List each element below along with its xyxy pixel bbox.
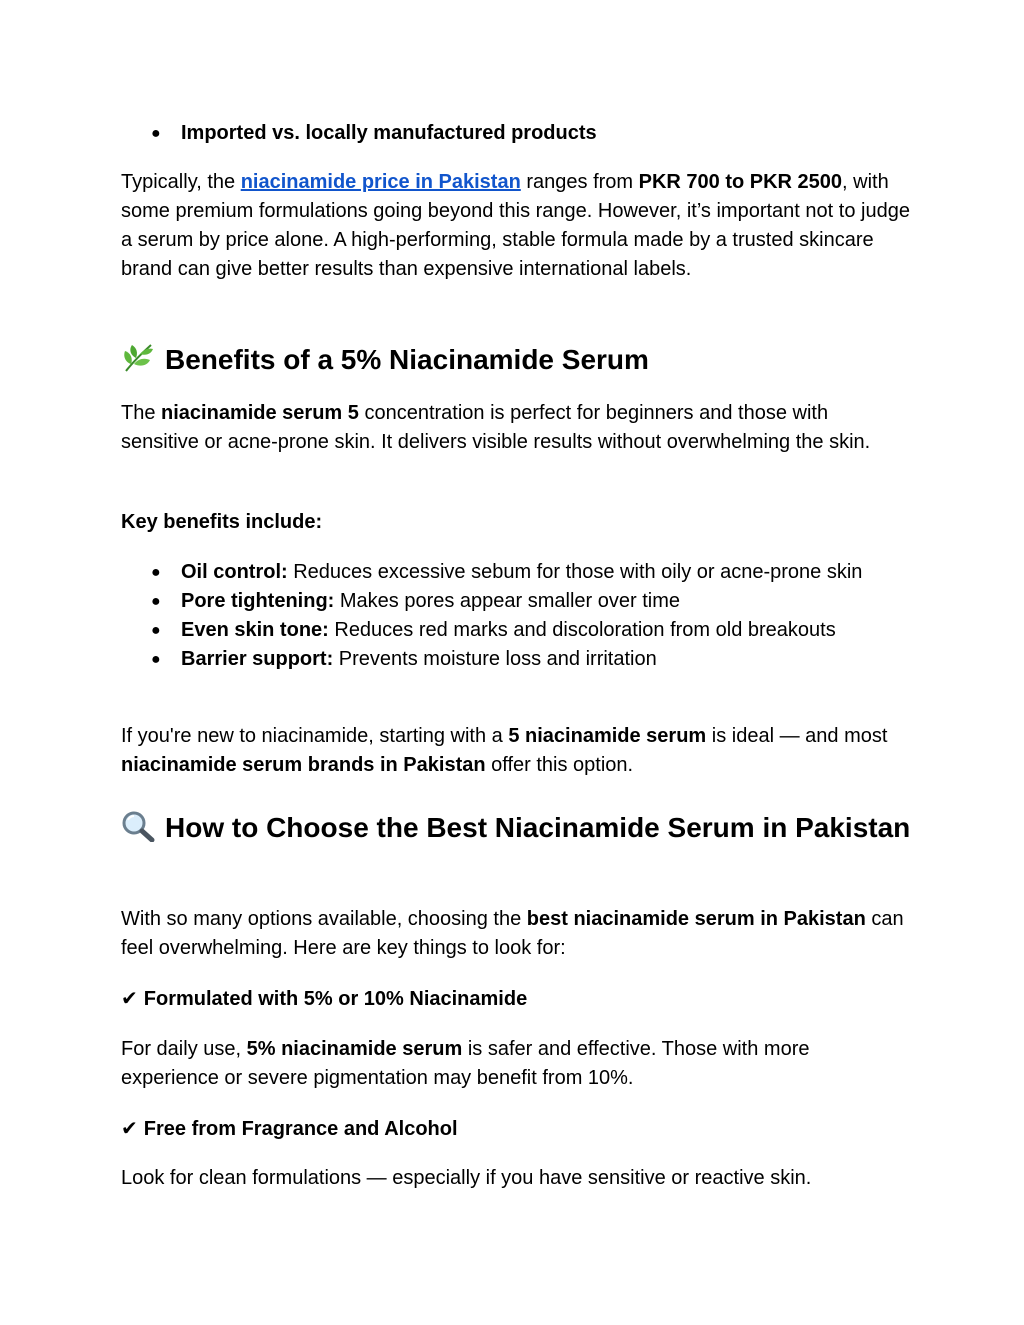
list-item — [121, 645, 911, 674]
benefits-list — [121, 558, 911, 674]
bullet-dot: ● — [151, 622, 161, 639]
benefit-label: Oil control: — [181, 561, 288, 583]
bullet-dot: ● — [151, 651, 161, 668]
choose-heading — [121, 809, 911, 847]
magnifying-glass-icon — [121, 810, 155, 842]
list-item — [121, 119, 911, 148]
benefit-label: Barrier support: — [181, 648, 334, 670]
criterion-title — [121, 985, 911, 1014]
benefits-intro-pre: The — [121, 402, 162, 424]
herb-icon — [121, 342, 155, 374]
benefit-text: Reduces excessive sebum for those with oily or acne-prone skin — [287, 561, 863, 583]
price-mid: ranges from — [520, 171, 639, 193]
benefits-intro-bold: niacinamide serum 5 — [161, 402, 359, 424]
key-benefits-label: Key benefits include: — [121, 511, 323, 533]
benefits-outro — [121, 722, 911, 780]
choose-intro-pre: With so many options available, choosing the — [121, 908, 527, 930]
bullet-dot: ● — [151, 564, 161, 581]
checkmark-icon: ✔ — [121, 1118, 138, 1140]
criterion-title-text: Free from Fragrance and Alcohol — [143, 1118, 458, 1140]
criterion-text-rest: is safer and effective. Those with more experience or severe pigmentation may benefit from 10%. — [121, 1038, 810, 1089]
top-bullet-list — [121, 119, 911, 148]
benefits-intro — [121, 399, 911, 457]
price-range: PKR 700 to PKR 2500 — [638, 171, 843, 193]
criterion-text-pre: For daily use, — [121, 1038, 247, 1060]
outro-pre: If you're new to niacinamide, starting with a — [121, 725, 509, 747]
list-item — [121, 558, 911, 587]
benefits-heading-text: Benefits of a 5% Niacinamide Serum — [165, 344, 649, 375]
niacinamide-price-link[interactable]: niacinamide price in Pakistan — [240, 171, 521, 193]
benefits-intro-rest: concentration is perfect for beginners and those with sensitive or acne-prone skin. It delivers visible results without overwhelming the skin. — [121, 402, 871, 453]
choose-intro — [121, 905, 911, 963]
choose-intro-rest: can feel overwhelming. Here are key things to look for: — [121, 908, 904, 959]
outro-bold-1: 5 niacinamide serum — [508, 725, 707, 747]
choose-heading-text: How to Choose the Best Niacinamide Serum in Pakistan — [165, 812, 911, 843]
benefit-label: Even skin tone: — [181, 619, 329, 641]
criterion-text — [121, 1164, 911, 1193]
bullet-dot: ● — [151, 125, 161, 142]
price-rest: , with some premium formulations going beyond this range. However, it’s important not to judge a serum by price alone. A high-performing, stable formula made by a trusted skincare brand can give better results than expensive international labels. — [121, 171, 910, 280]
list-item — [121, 616, 911, 645]
choose-intro-bold: best niacinamide serum in Pakistan — [526, 908, 866, 930]
benefits-heading — [121, 341, 911, 379]
criterion-text-pre: Look for clean formulations — especially if you have sensitive or reactive skin. — [121, 1167, 812, 1189]
price-paragraph — [121, 168, 911, 284]
benefit-text: Makes pores appear smaller over time — [334, 590, 681, 612]
list-item-text: Imported vs. locally manufactured products — [181, 122, 597, 144]
benefit-text: Reduces red marks and discoloration from old breakouts — [328, 619, 836, 641]
outro-rest: offer this option. — [485, 754, 634, 776]
outro-mid: is ideal — and most — [706, 725, 888, 747]
list-item — [121, 587, 911, 616]
outro-bold-2: niacinamide serum brands in Pakistan — [121, 754, 486, 776]
price-intro: Typically, the — [121, 171, 241, 193]
benefit-label: Pore tightening: — [181, 590, 335, 612]
criterion-title — [121, 1115, 911, 1144]
criterion-title-text: Formulated with 5% or 10% Niacinamide — [143, 988, 528, 1010]
criterion-text — [121, 1035, 911, 1093]
bullet-dot: ● — [151, 593, 161, 610]
checkmark-icon: ✔ — [121, 988, 138, 1010]
benefit-text: Prevents moisture loss and irritation — [333, 648, 657, 670]
criterion-text-bold: 5% niacinamide serum — [246, 1038, 463, 1060]
